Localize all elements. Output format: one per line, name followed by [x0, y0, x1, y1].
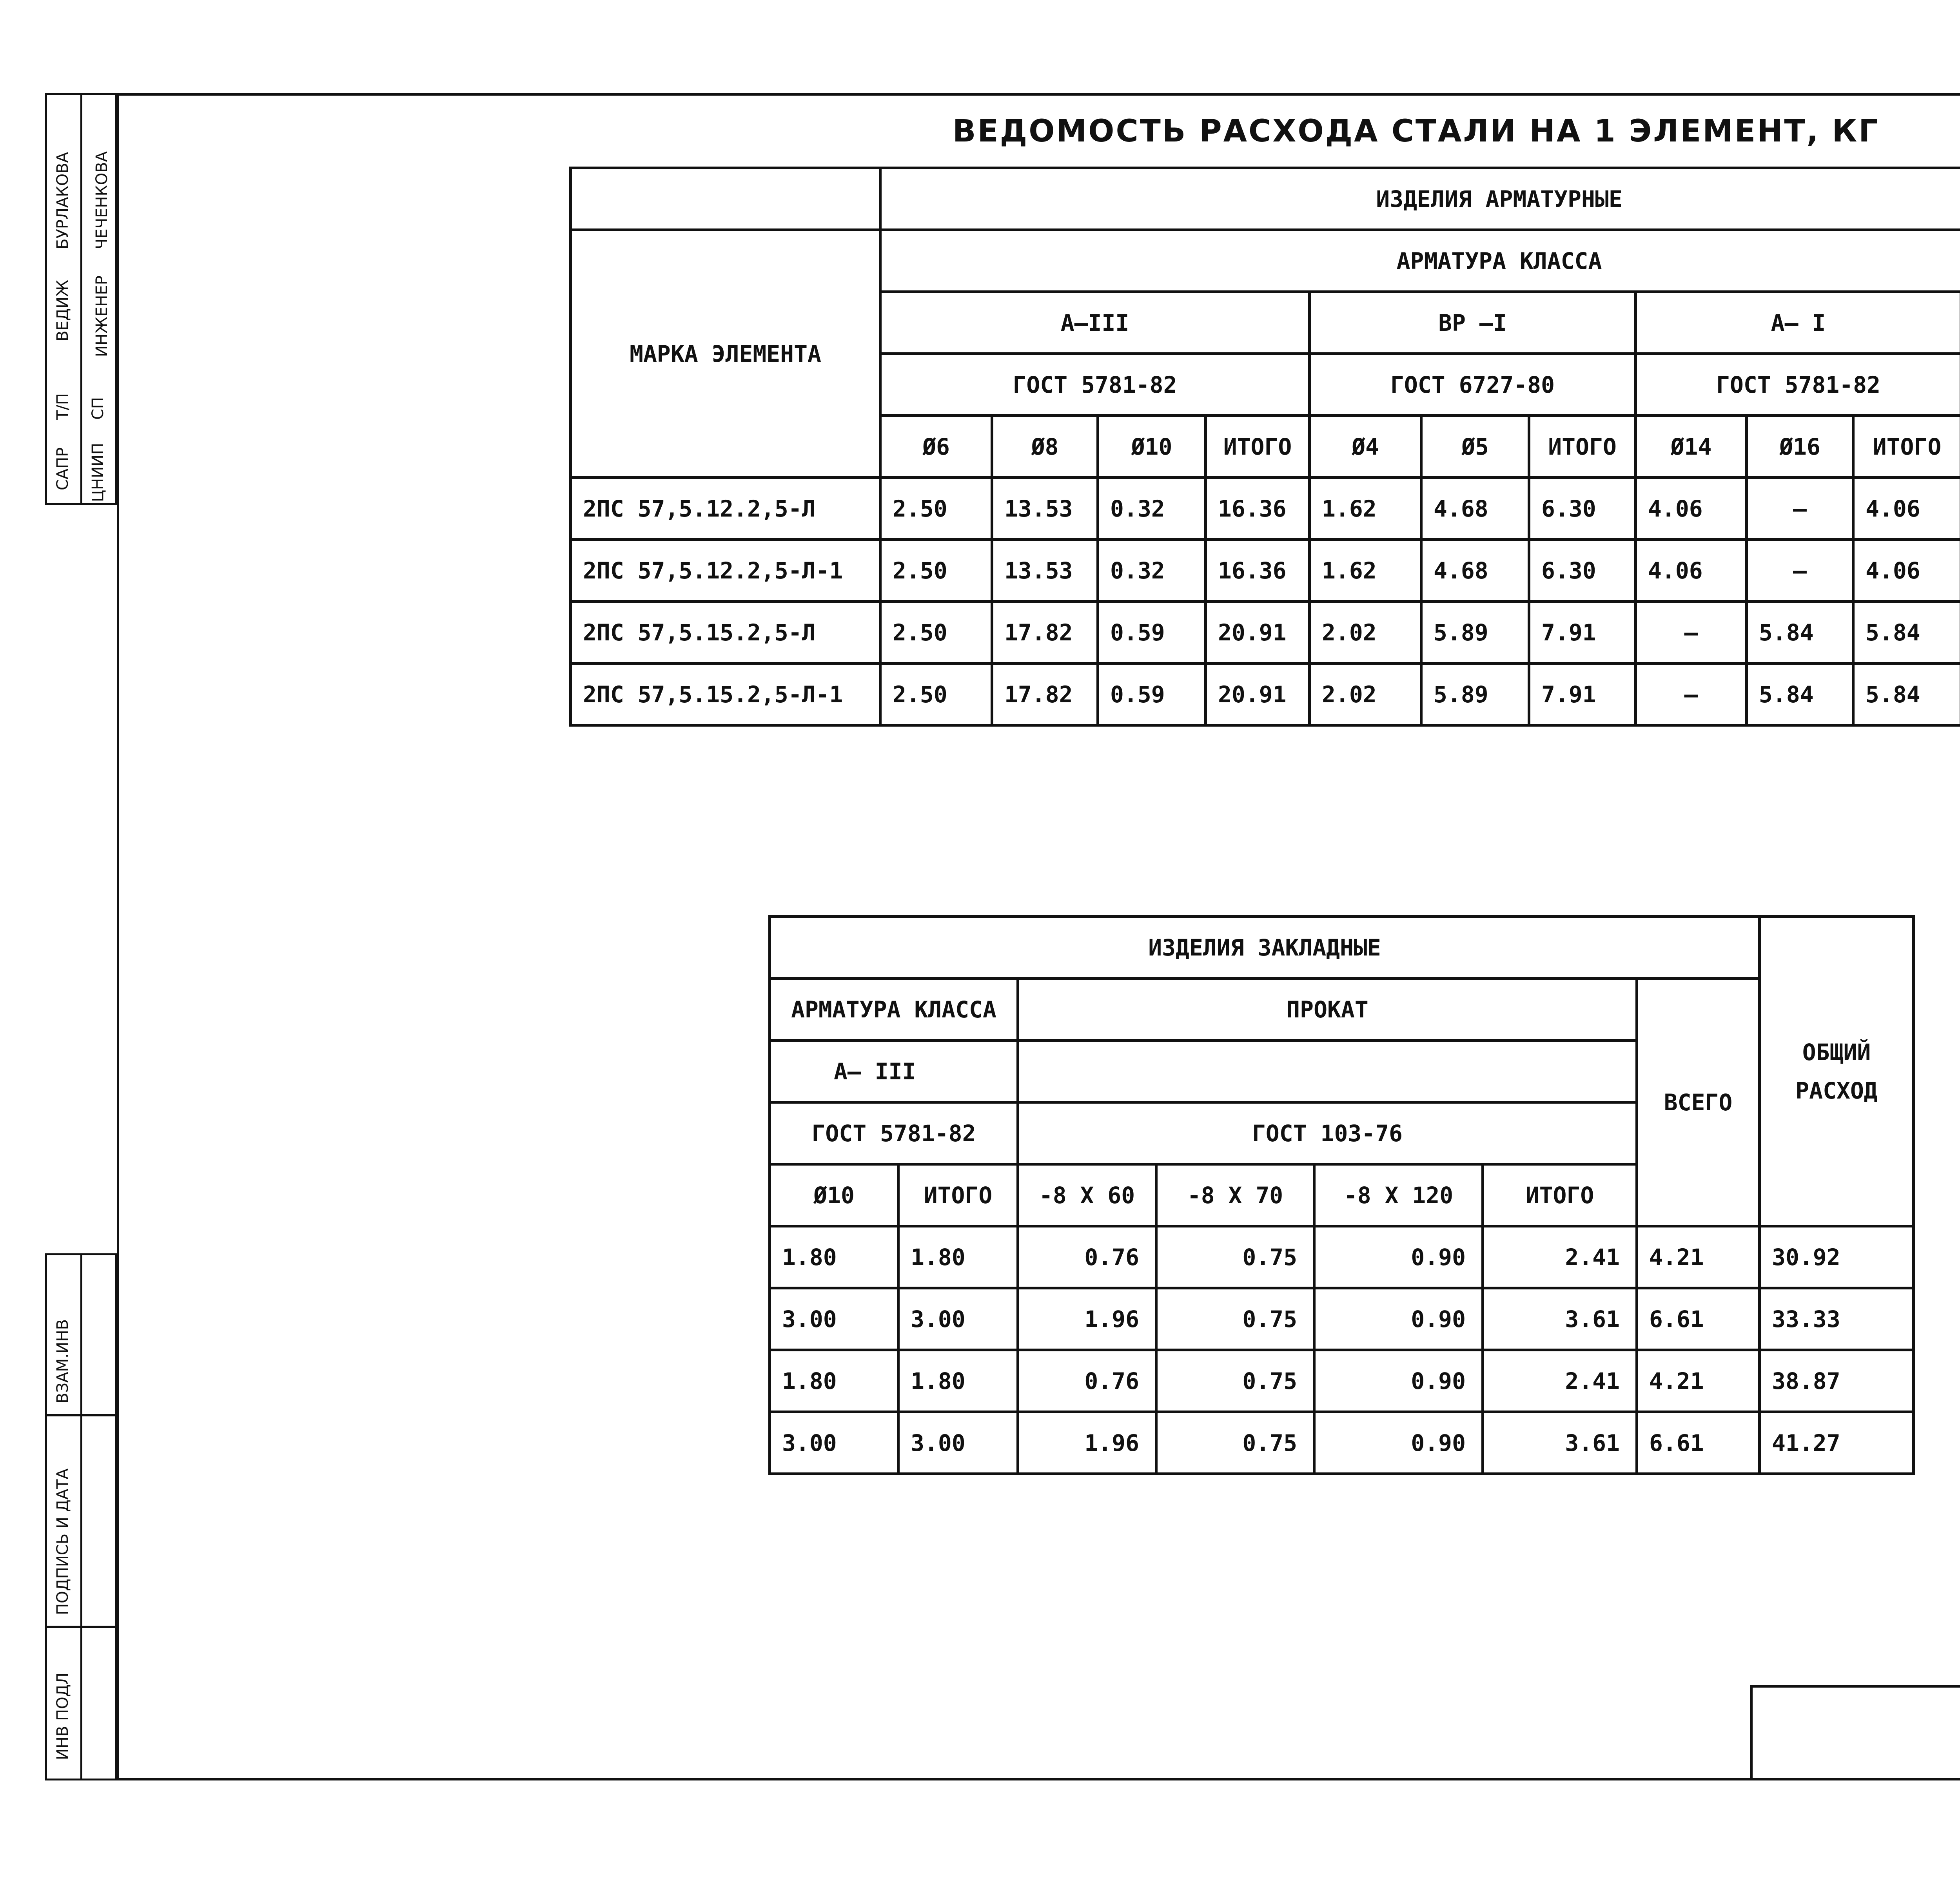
gost-vr1: ГОСТ 6727-80	[1310, 354, 1636, 416]
subheader: ИТОГО	[1483, 1164, 1637, 1226]
cell: 2ПС 57,5.15.2,5-Л	[571, 602, 880, 664]
cell: 0.90	[1314, 1412, 1483, 1474]
cell: 5.84	[1747, 602, 1853, 664]
cell: 41.27	[1760, 1412, 1914, 1474]
table-row	[571, 602, 1960, 664]
strip-text: БУРЛАКОВА	[54, 152, 72, 249]
group-header: ИЗДЕЛИЯ ЗАКЛАДНЫЕ	[770, 917, 1760, 979]
class-a3: А– III	[770, 1041, 1018, 1102]
cell: 0.59	[1098, 602, 1206, 664]
subheader: ИТОГО	[1206, 416, 1310, 478]
cell: 0.75	[1156, 1350, 1314, 1412]
subheader: Ø5	[1421, 416, 1529, 478]
strip-text: Т/П	[54, 393, 72, 420]
class-a1: А– I	[1636, 292, 1960, 354]
gost-a3: ГОСТ 5781-82	[880, 354, 1310, 416]
table-row	[571, 540, 1960, 602]
cell: 2.50	[880, 540, 992, 602]
cell: 4.06	[1636, 540, 1747, 602]
overall-header-line-1: ОБЩИЙ	[1802, 1039, 1871, 1066]
cell: 0.75	[1156, 1412, 1314, 1474]
cell: 5.84	[1853, 602, 1960, 664]
table-row	[571, 664, 1960, 725]
cell: 0.90	[1314, 1226, 1483, 1288]
cell: 0.90	[1314, 1350, 1483, 1412]
overall-header	[1760, 917, 1914, 1226]
cell: 4.06	[1853, 540, 1960, 602]
cell: 0.75	[1156, 1226, 1314, 1288]
prokat-header: ПРОКАТ	[1018, 979, 1637, 1041]
subheader: Ø8	[992, 416, 1098, 478]
cell: 2.50	[880, 478, 992, 540]
cell: 2.02	[1310, 664, 1421, 725]
mark-header: МАРКА ЭЛЕМЕНТА	[571, 230, 880, 478]
cell: 2ПС 57,5.12.2,5-Л-1	[571, 540, 880, 602]
subheader: Ø16	[1747, 416, 1853, 478]
reinforcement-table	[569, 167, 1960, 727]
cell: 3.61	[1483, 1288, 1637, 1350]
total-header: ВСЕГО	[1637, 979, 1760, 1226]
cell: 2ПС 57,5.12.2,5-Л	[571, 478, 880, 540]
cell: 16.36	[1206, 478, 1310, 540]
cell: 1.62	[1310, 478, 1421, 540]
strip-text: ЦНИИП	[89, 442, 107, 502]
subheader: Ø6	[880, 416, 992, 478]
cell: 2.02	[1310, 602, 1421, 664]
title-block-stamp	[1750, 1685, 1960, 1780]
cell: 20.91	[1206, 602, 1310, 664]
cell: 4.21	[1637, 1226, 1760, 1288]
cell: 3.00	[898, 1412, 1018, 1474]
cell: 6.61	[1637, 1412, 1760, 1474]
cell: 1.80	[898, 1226, 1018, 1288]
subheader: ИТОГО	[898, 1164, 1018, 1226]
class-header: АРМАТУРА КЛАССА	[770, 979, 1018, 1041]
cell: 4.06	[1636, 478, 1747, 540]
cell: 3.00	[770, 1288, 898, 1350]
cell: 7.91	[1529, 664, 1636, 725]
cell: 2.41	[1483, 1226, 1637, 1288]
cell: 5.84	[1853, 664, 1960, 725]
class-a3: А–III	[880, 292, 1310, 354]
cell: —	[1636, 664, 1747, 725]
subheader: -8 Х 120	[1314, 1164, 1483, 1226]
cell: 6.30	[1529, 478, 1636, 540]
strip-text: САПР	[54, 447, 72, 490]
strip-text: ВЕДИЖ	[54, 280, 72, 341]
cell: 17.82	[992, 602, 1098, 664]
subheader: ИТОГО	[1853, 416, 1960, 478]
subheader: Ø10	[1098, 416, 1206, 478]
cell: —	[1636, 602, 1747, 664]
cell: —	[1747, 540, 1853, 602]
gost-prokat: ГОСТ 103-76	[1018, 1102, 1637, 1164]
subheader: ИТОГО	[1529, 416, 1636, 478]
cell: 30.92	[1760, 1226, 1914, 1288]
cell: 3.61	[1483, 1412, 1637, 1474]
cell: 2ПС 57,5.15.2,5-Л-1	[571, 664, 880, 725]
cell: 6.61	[1637, 1288, 1760, 1350]
cell: 0.59	[1098, 664, 1206, 725]
subheader: -8 Х 60	[1018, 1164, 1156, 1226]
overall-header-line-2: РАСХОД	[1795, 1077, 1878, 1104]
embedded-items-table	[768, 915, 1915, 1475]
cell: 38.87	[1760, 1350, 1914, 1412]
cell: 5.89	[1421, 602, 1529, 664]
cell: 3.00	[770, 1412, 898, 1474]
gost-a1: ГОСТ 5781-82	[1636, 354, 1960, 416]
gost-a3: ГОСТ 5781-82	[770, 1102, 1018, 1164]
document-title: ВЕДОМОСТЬ РАСХОДА СТАЛИ НА 1 ЭЛЕМЕНТ, КГ	[953, 114, 1880, 149]
left-title-strip	[45, 93, 117, 1780]
subheader: Ø14	[1636, 416, 1747, 478]
cell: 1.96	[1018, 1412, 1156, 1474]
cell: 0.76	[1018, 1350, 1156, 1412]
cell: 0.32	[1098, 478, 1206, 540]
strip-text: ЧЕЧЕНКОВА	[93, 151, 111, 249]
cell: 1.62	[1310, 540, 1421, 602]
cell: 16.36	[1206, 540, 1310, 602]
cell: 13.53	[992, 478, 1098, 540]
cell: 6.30	[1529, 540, 1636, 602]
table-row	[770, 1350, 1914, 1412]
table-row	[770, 1226, 1914, 1288]
cell: 33.33	[1760, 1288, 1914, 1350]
cell: 1.96	[1018, 1288, 1156, 1350]
cell: 4.06	[1853, 478, 1960, 540]
cell: 7.91	[1529, 602, 1636, 664]
cell: 2.50	[880, 602, 992, 664]
table-row	[770, 1412, 1914, 1474]
cell: 13.53	[992, 540, 1098, 602]
strip-text: ВЗАМ.ИНВ	[54, 1319, 72, 1403]
cell: 2.41	[1483, 1350, 1637, 1412]
strip-text: ИНЖЕНЕР	[93, 276, 111, 357]
cell: 4.21	[1637, 1350, 1760, 1412]
class-vr1: ВР –I	[1310, 292, 1636, 354]
blank-corner	[571, 168, 880, 230]
blank-cell	[1018, 1041, 1637, 1102]
cell: 1.80	[770, 1226, 898, 1288]
cell: 3.00	[898, 1288, 1018, 1350]
cell: 1.80	[898, 1350, 1018, 1412]
cell: —	[1747, 478, 1853, 540]
subheader: Ø4	[1310, 416, 1421, 478]
cell: 4.68	[1421, 540, 1529, 602]
table-row	[571, 478, 1960, 540]
cell: 17.82	[992, 664, 1098, 725]
cell: 4.68	[1421, 478, 1529, 540]
strip-divider	[45, 1414, 117, 1416]
table-row	[770, 1288, 1914, 1350]
subheader: Ø10	[770, 1164, 898, 1226]
strip-text: СП	[89, 397, 107, 420]
cell: 0.32	[1098, 540, 1206, 602]
cell: 2.50	[880, 664, 992, 725]
class-header: АРМАТУРА КЛАССА	[880, 230, 1960, 292]
strip-divider	[45, 1626, 117, 1628]
cell: 0.90	[1314, 1288, 1483, 1350]
cell: 0.75	[1156, 1288, 1314, 1350]
cell: 1.80	[770, 1350, 898, 1412]
group-header: ИЗДЕЛИЯ АРМАТУРНЫЕ	[880, 168, 1960, 230]
cell: 20.91	[1206, 664, 1310, 725]
strip-text: ПОДПИСЬ И ДАТА	[54, 1469, 72, 1615]
cell: 0.76	[1018, 1226, 1156, 1288]
subheader: -8 Х 70	[1156, 1164, 1314, 1226]
cell: 5.84	[1747, 664, 1853, 725]
strip-text: ИНВ ПОДЛ	[54, 1672, 72, 1760]
cell: 5.89	[1421, 664, 1529, 725]
